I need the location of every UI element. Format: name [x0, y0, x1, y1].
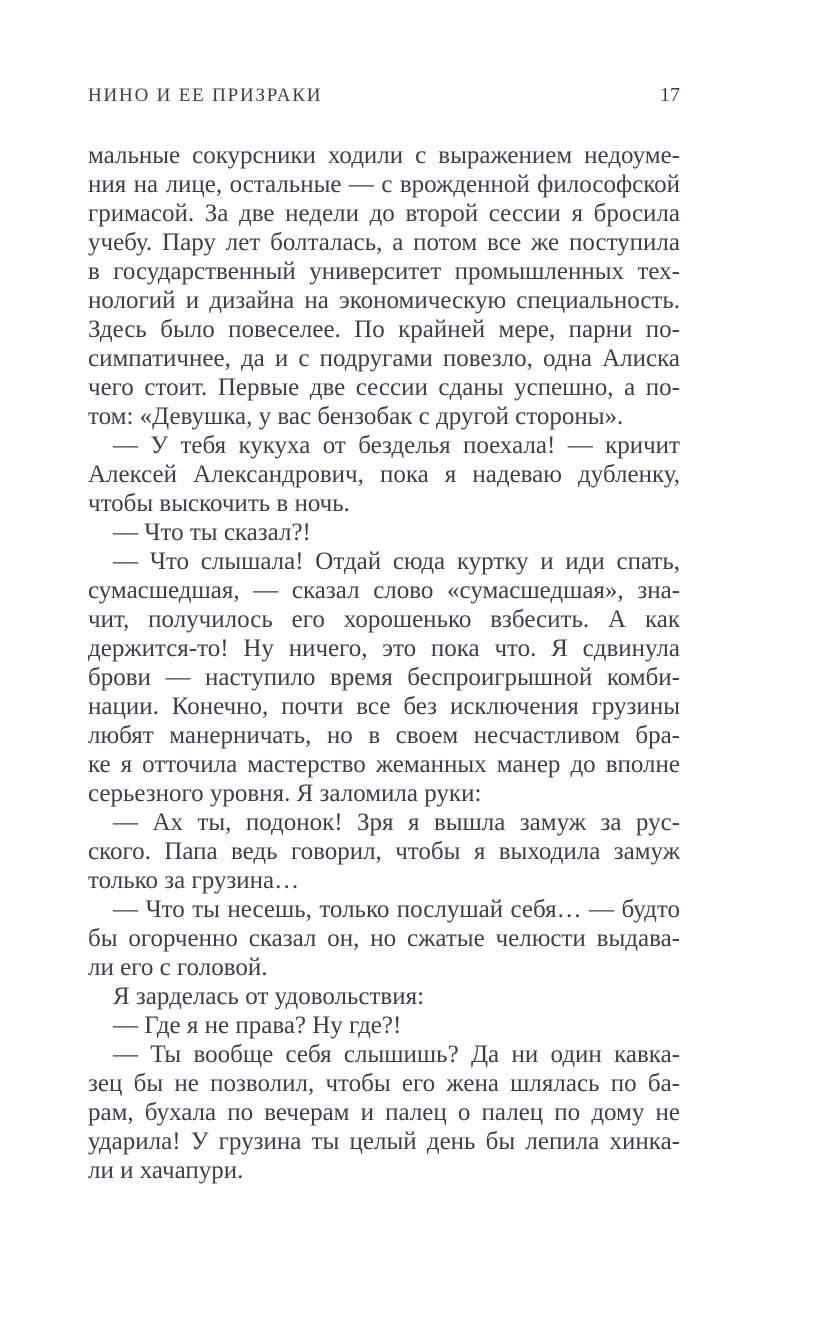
body-text	[88, 141, 680, 1185]
text-line: рам, бухала по вечерам и палец о палец по дому не	[88, 1099, 680, 1126]
paragraph	[88, 141, 680, 431]
page-header	[88, 83, 680, 108]
text-line: мальные сокурсники ходили с выражением недоуме-	[88, 142, 680, 169]
text-line: чтобы выскочить в ночь.	[88, 490, 350, 517]
paragraph	[88, 982, 680, 1011]
text-line: гримасой. За две недели до второй сессии я бросила	[88, 200, 680, 227]
text-line: — Что слышала! Отдай сюда куртку и иди спать,	[113, 548, 680, 575]
paragraph	[88, 547, 680, 808]
text-line: бы огорченно сказал он, но сжатые челюсти выдава-	[88, 925, 680, 952]
text-line: симпатичнее, да и с подругами повезло, одна Алиска	[88, 345, 680, 372]
text-line: — Что ты сказал?!	[113, 519, 311, 546]
text-line: нации. Конечно, почти все без исключения грузины	[88, 693, 680, 720]
text-line: — Ах ты, подонок! Зря я вышла замуж за рус-	[113, 809, 680, 836]
text-line: — Ты вообще себя слышишь? Да ни один кавка-	[113, 1041, 680, 1068]
paragraph	[88, 518, 680, 547]
text-line: ли и хачапури.	[88, 1157, 244, 1184]
text-line: держится-то! Ну ничего, это пока что. Я сдвинула	[88, 635, 680, 662]
text-line: Здесь было повеселее. По крайней мере, парни по-	[88, 316, 680, 343]
text-line: нологий и дизайна на экономическую специальность.	[88, 287, 680, 314]
text-line: Алексей Александрович, пока я надеваю дубленку,	[88, 461, 680, 488]
text-line: ния на лице, остальные — с врожденной философской	[88, 171, 680, 198]
text-line: — Где я не права? Ну где?!	[113, 1012, 402, 1039]
text-line: ударила! У грузина ты целый день бы лепила хинка-	[88, 1128, 680, 1155]
text-line: брови — наступило время беспроигрышной комби-	[88, 664, 680, 691]
text-line: сумасшедшая, — сказал слово «сумасшедшая», зна-	[88, 577, 680, 604]
text-line: Я зарделась от удовольствия:	[113, 983, 425, 1010]
text-line: в государственный университет промышленных тех-	[88, 258, 680, 285]
text-line: ке я отточила мастерство жеманных манер до вполне	[88, 751, 680, 778]
text-line: ли его с головой.	[88, 954, 268, 981]
running-title: НИНО И ЕЕ ПРИЗРАКИ	[88, 85, 323, 106]
paragraph	[88, 895, 680, 982]
text-line: — Что ты несешь, только послушай себя… — будто	[113, 896, 680, 923]
text-line: том: «Девушка, у вас бензобак с другой стороны».	[88, 403, 624, 430]
text-line: только за грузина…	[88, 867, 300, 894]
text-line: любят манерничать, но в своем несчастливом бра-	[88, 722, 680, 749]
page-number: 17	[660, 84, 680, 106]
text-line: учебу. Пару лет болталась, а потом все же поступила	[88, 229, 680, 256]
paragraph	[88, 1011, 680, 1040]
text-line: чего стоит. Первые две сессии сданы успешно, а по-	[88, 374, 680, 401]
paragraph	[88, 431, 680, 518]
paragraph	[88, 1040, 680, 1185]
text-line: — У тебя кукуха от безделья поехала! — кричит	[113, 432, 680, 459]
text-line: ского. Папа ведь говорил, чтобы я выходила замуж	[88, 838, 680, 865]
text-line: чит, получилось его хорошенько взбесить. А как	[88, 606, 680, 633]
paragraph	[88, 808, 680, 895]
text-line: серьезного уровня. Я заломила руки:	[88, 780, 482, 807]
text-line: зец бы не позволил, чтобы его жена шлялась по ба-	[88, 1070, 680, 1097]
